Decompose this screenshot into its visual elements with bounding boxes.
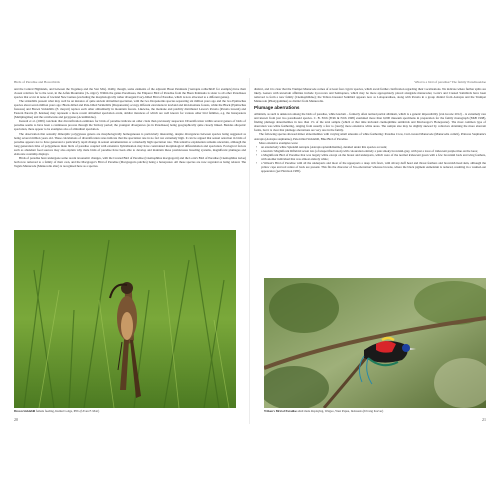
aberration-list-item: • an extensively white Splendid Astrapia (Astrapia splendidissima), detailed under this species account;: [261, 145, 486, 149]
left-page-number: 20: [14, 417, 18, 422]
left-caption-title: Brown Sicklebill: [14, 409, 36, 413]
right-running-head: What is a bird of paradise? The family Paradisaeidae: [414, 80, 486, 84]
left-caption-text: female feeding, Kumul Lodge, PNG (Ulvan F. Mott): [35, 409, 100, 413]
right-page: [254, 80, 486, 422]
aberration-list-item: • a Magnificent Bird of Paradise that was largely white except on the breast and underparts, which were of the normal iridescent green with a few brownish back and wing feathers, with another individual that was almost entirely white;: [261, 153, 486, 161]
left-body-text: [14, 87, 246, 168]
right-photo-caption: [264, 410, 486, 414]
aberration-list-item: • a leucistic Magnificent Riflebird seven lots (of unspecified taxon) with colouration entirely a pale smoky brownish-grey, with just a trace of iridescent purple-blue on the lores;: [261, 149, 486, 153]
left-paragraph-2: The sicklebills present what may well be an instance of quite ancient altitudinal speciation, with the two Drepanornis species separating six million years ago and the two Epimachus species about seven million years ago: Black-billed and Pale-billed Sicklebills (Drepanornis) occupy different elevations in lowland and mid-montane forests, while the Black (Epimachus fastosus) and Brown Sicklebills (E. meyeri) replace each other altitudinally in mountain forests. Likewise, the montane and patchily distributed Lawes's Parotia (Parotia lawesii) and Eastern Parotia (P. helenae) may represent a more recent altitudinal speciation event, similar instances of which are well known for various other bird families, e.g. the honeyeaters (Meliphagidae) and the scrubwrens and gerygones (Acanthizidae).: [14, 99, 246, 120]
aberration-list-item: • a Wilson's Bird of Paradise with all the underparts and most of the upperparts a deep rich fawn, with silvery-buff head and throat feathers and brownish head skin, although the yellow cape and red centre of back are present. This fits the character of 'ino-aberration' whereas browns, where the black pigment eumelanin is reduced, resulting in a washed-out appearance (per Harrison 1985).: [261, 161, 486, 173]
brown-sicklebill-photo: [14, 230, 236, 408]
right-intro-paragraph: distinct, and it is clear that the Trumpet Manucode comes of at least four cryptic species, which await further clarification regarding their vocalisations. We indicate where further splits are likely. Genera with uncertain affinities include Lycocorax and Semioptera, which may be more appropriately placed alongside manucodes; Loria's and Crested Satinbirds have been removed to form a new family (Cnemophilidae); the Yellow-breasted Satinbird appears now as Loboparadisea, along with Parotia in a group distinct from Astrapia and the Trumpet Manucode (Phonygammus) as distinct from Manucodia.: [254, 87, 486, 104]
left-running-head: Birds of Paradise and Bowerbirds: [14, 80, 60, 84]
left-paragraph-3: Irestedt et al. (2009) conclude that diversification estimates for birds of paradise indicate an older clade than previously suspected. Diversification within several genera of birds of paradise seems to have been a continuous process through the Tertiary period; the youngest divergences (as in Paradisaea) being geographically quite closely linked. Besides allopatric speciation, there appear to be examples also of altitudinal speciation.: [14, 119, 246, 132]
right-section-paragraph-1: Albinism, as such is unknown among the birds of paradise, while leucism – formerly often termed partial albinism, which is a genetic impossibility (van Grouw 2012) – is extremely rare and known from just two paradisaeid species. C. B. Frith (Frith & Frith 1998) examined more than 6,000 museum specimens in preparation for the family monograph (F&B 1998), finding plumage abnormalities in less than 1% of the total sample (which at that time included cnemophiline satinbirds and MacGregor's Honeyeater). The most common type of aberration was white feathering, ranging from usually a few to (rarely) more extensive white areas. The sample size may be slightly skewed by collectors obtaining the more aberrant forms, but it is clear that plumage aberrations are very rare in the family.: [254, 112, 486, 133]
section-heading: Plumage aberrations: [254, 105, 300, 111]
right-body-text: [254, 87, 486, 173]
left-photo-caption: [14, 410, 236, 414]
left-paragraph-1: and the Central Highlands, and between the Vogelkop and the Star Mts). Oddly, though, some elements of the adjacent Huon Peninsula ('Astrapia rothschildi' for example) have their closest relatives far to the west, in the Arfak Mountains ('A. nigra'). Within the genus Paradisaea, the Emperor Bird of Paradise from the Huon Peninsula is sister to all other Paradisaea species that occur in none of lowland New Guinea (excluding the morphologically rather divergent Ivory-billed Bird of Paradise, which is now allocated to a different genus).: [14, 87, 246, 100]
right-caption-text: adult male displaying, Waigeo, West Papua, Indonesia (Ulvang Korver): [297, 409, 384, 413]
page-gutter: [249, 78, 250, 424]
right-page-number: 21: [482, 417, 486, 422]
left-paragraph-5: Birds of paradise have undergone some recent taxonomic changes, with the Crested Bird of Paradise (Cnemophilus macgregorii) and the Loria's Bird of Paradise (Cnemophilus loriae) both now removed to a family of their own, and the Macgregor's Bird of Paradise (Macgregoria pulchra) being a honeyeater. All these species are now regarded as being related. The Tagula Manucode (Manucodia alter) is recognised here as a species.: [14, 155, 246, 168]
wilsons-bird-of-paradise-photo: [264, 278, 486, 408]
right-section-paragraph-2: The following species showed minor abnormalities with varying small amounts of white feathering: Paradise Crow, Curl-crested Manucode (Manucodia comrii), Princess Stephanie's Astrapia (Astrapia stephaniae), Pale-billed Sicklebill, Blue Bird of Paradise.: [254, 132, 486, 141]
right-section-paragraph-3: More extensive examples were:: [259, 140, 299, 145]
aberration-list: [254, 145, 486, 173]
left-page: [14, 80, 246, 422]
left-paragraph-4: The observation that sexually dimorphic polygynous genera are morphologically homogeneous is particularly interesting, despite divergences between species being suggested as being several million years old. These calculations of diversification rates indicate that the speciation rate in no fact not extremely high. It can be argued that sexual selection in birds of paradise appears not to have generated a particularly rapid change in sexual ornamentation or a markedly high speciation rate. This tentative explanation remains uncertain, although the long generation time of polygamous male birds of paradise coupled with extensive hybridisation may have constrained morphological differentiation and speciation. Ecological factors such as abundant food sources may also explain why male birds of paradise have been able to develop and maintain these promiscuous breeding systems, magnificent plumages and elaborate courtship displays.: [14, 131, 246, 156]
right-caption-title: Wilson's Bird of Paradise: [264, 409, 297, 413]
